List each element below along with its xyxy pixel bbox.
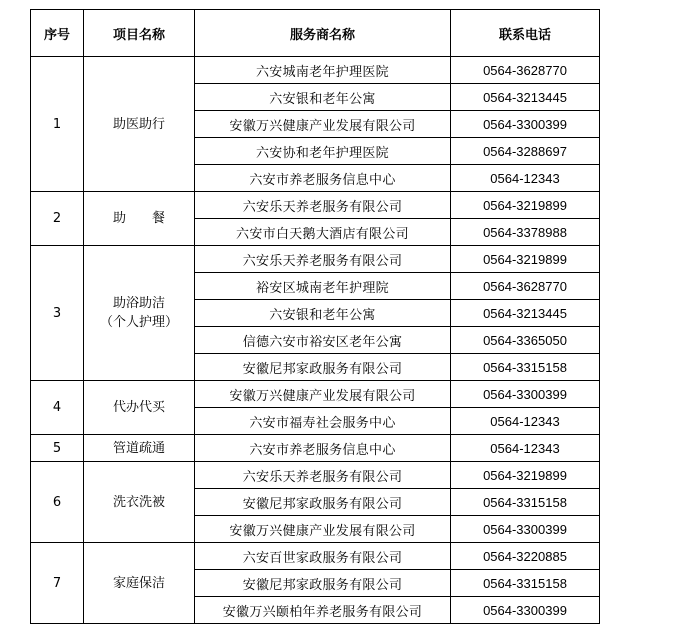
phone-number: 0564-3315158: [451, 570, 600, 597]
phone-number: 0564-3315158: [451, 489, 600, 516]
phone-number: 0564-3213445: [451, 300, 600, 327]
vendor-name: 六安市白天鹅大酒店有限公司: [195, 219, 451, 246]
vendor-name: 安徽万兴颐柏年养老服务有限公司: [195, 597, 451, 624]
vendor-name: 六安乐天养老服务有限公司: [195, 192, 451, 219]
header-row: [31, 10, 600, 57]
header-no: 序号: [31, 10, 84, 57]
phone-number: 0564-3219899: [451, 462, 600, 489]
table-row: [31, 435, 600, 462]
service-item-cell: [84, 543, 195, 624]
phone-number: 0564-3300399: [451, 516, 600, 543]
service-item-cell: [84, 192, 195, 246]
phone-number: 0564-12343: [451, 408, 600, 435]
service-item-cell: [84, 462, 195, 543]
vendor-name: 安徽尼邦家政服务有限公司: [195, 570, 451, 597]
row-number: 6: [31, 462, 84, 543]
phone-number: 0564-3219899: [451, 192, 600, 219]
table-row: [31, 381, 600, 408]
header-vendor: 服务商名称: [195, 10, 451, 57]
service-item-name: 助医助行: [112, 116, 165, 132]
header-phone: 联系电话: [451, 10, 600, 57]
phone-number: 0564-3378988: [451, 219, 600, 246]
table-row: [31, 462, 600, 489]
vendor-name: 六安银和老年公寓: [195, 84, 451, 111]
phone-number: 0564-3219899: [451, 246, 600, 273]
phone-number: 0564-3315158: [451, 354, 600, 381]
vendor-name: 六安城南老年护理医院: [195, 57, 451, 84]
vendor-name: 安徽万兴健康产业发展有限公司: [195, 516, 451, 543]
vendor-name: 六安市养老服务信息中心: [195, 165, 451, 192]
service-item-name: 洗衣洗被: [112, 494, 165, 510]
table-header: [31, 10, 600, 57]
service-item-cell: [84, 57, 195, 192]
vendor-name: 六安百世家政服务有限公司: [195, 543, 451, 570]
service-item-name: 管道疏通: [112, 440, 165, 456]
service-provider-table: [30, 9, 600, 624]
table-row: [31, 192, 600, 219]
row-number: 7: [31, 543, 84, 624]
service-item-name: （个人护理）: [99, 315, 178, 330]
vendor-name: 安徽尼邦家政服务有限公司: [195, 489, 451, 516]
vendor-name: 六安乐天养老服务有限公司: [195, 462, 451, 489]
phone-number: 0564-3365050: [451, 327, 600, 354]
row-number: 1: [31, 57, 84, 192]
row-number: 4: [31, 381, 84, 435]
phone-number: 0564-12343: [451, 165, 600, 192]
table-body: [31, 57, 600, 624]
service-item-name: 助 餐: [112, 211, 165, 226]
row-number: 3: [31, 246, 84, 381]
vendor-name: 六安市养老服务信息中心: [195, 435, 451, 462]
service-item-name: 代办代买: [112, 400, 165, 415]
service-item-name: 家庭保洁: [112, 575, 165, 591]
vendor-name: 六安市福寿社会服务中心: [195, 408, 451, 435]
phone-number: 0564-3628770: [451, 273, 600, 300]
phone-number: 0564-3220885: [451, 543, 600, 570]
phone-number: 0564-3300399: [451, 597, 600, 624]
phone-number: 0564-3213445: [451, 84, 600, 111]
vendor-name: 安徽尼邦家政服务有限公司: [195, 354, 451, 381]
service-item-name: 助浴助洁: [112, 296, 165, 311]
table-row: [31, 57, 600, 84]
vendor-name: 六安银和老年公寓: [195, 300, 451, 327]
phone-number: 0564-3300399: [451, 381, 600, 408]
vendor-name: 六安协和老年护理医院: [195, 138, 451, 165]
vendor-name: 安徽万兴健康产业发展有限公司: [195, 381, 451, 408]
row-number: 2: [31, 192, 84, 246]
phone-number: 0564-3628770: [451, 57, 600, 84]
vendor-name: 信德六安市裕安区老年公寓: [195, 327, 451, 354]
service-item-cell: [84, 246, 195, 381]
phone-number: 0564-3300399: [451, 111, 600, 138]
service-item-cell: [84, 435, 195, 462]
vendor-name: 安徽万兴健康产业发展有限公司: [195, 111, 451, 138]
table-row: [31, 246, 600, 273]
table-row: [31, 543, 600, 570]
row-number: 5: [31, 435, 84, 462]
vendor-name: 六安乐天养老服务有限公司: [195, 246, 451, 273]
phone-number: 0564-3288697: [451, 138, 600, 165]
header-item: 项目名称: [84, 10, 195, 57]
service-item-cell: [84, 381, 195, 435]
phone-number: 0564-12343: [451, 435, 600, 462]
vendor-name: 裕安区城南老年护理院: [195, 273, 451, 300]
